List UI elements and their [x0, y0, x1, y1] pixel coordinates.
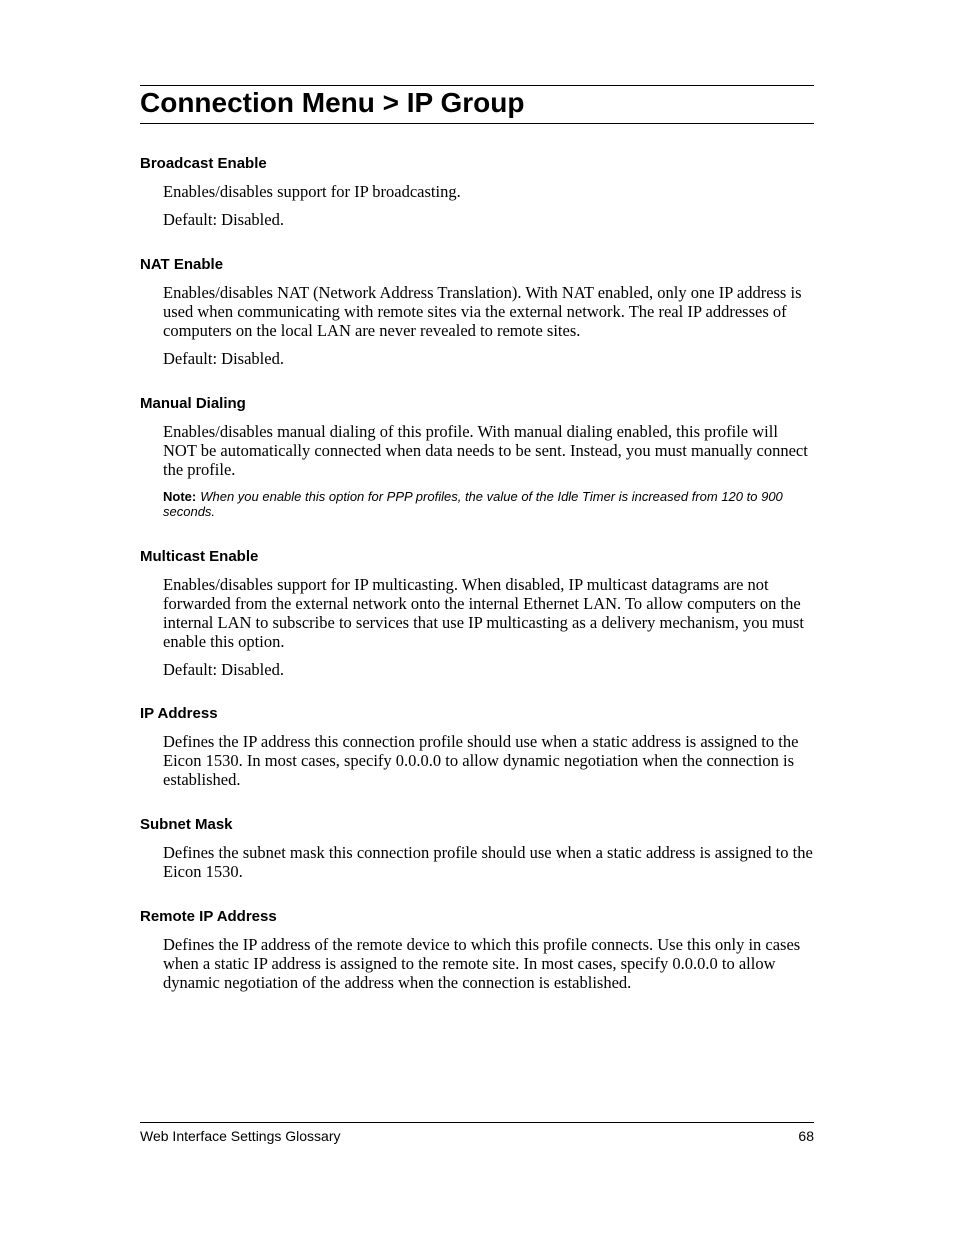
section-broadcast-enable	[140, 155, 814, 229]
paragraph: Enables/disables NAT (Network Address Translation). With NAT enabled, only one IP address is used when communicating with remote sites via the external network. The real IP addresses of computers on the local LAN are never revealed to remote sites.	[163, 283, 802, 340]
page-title: Connection Menu > IP Group	[140, 87, 525, 118]
page-number: 68	[798, 1128, 814, 1144]
section-heading: Broadcast Enable	[140, 155, 267, 172]
section-subnet-mask	[140, 816, 814, 881]
section-heading: IP Address	[140, 705, 218, 722]
section-nat-enable	[140, 256, 814, 368]
section-remote-ip-address	[140, 908, 814, 992]
section-heading: NAT Enable	[140, 256, 224, 273]
default-value: Default: Disabled.	[163, 349, 284, 368]
paragraph: Enables/disables manual dialing of this profile. With manual dialing enabled, this profile will NOT be automatically connected when data needs to be sent. Instead, you must manually connect the profile.	[163, 422, 808, 479]
paragraph: Enables/disables support for IP broadcasting.	[163, 182, 461, 201]
section-ip-address	[140, 705, 814, 789]
note-text: When you enable this option for PPP profiles, the value of the Idle Timer is increased from 120 to 900 seconds.	[163, 489, 783, 519]
default-value: Default: Disabled.	[163, 210, 284, 229]
section-heading: Multicast Enable	[140, 548, 259, 565]
section-heading: Subnet Mask	[140, 816, 233, 833]
paragraph: Defines the IP address of the remote device to which this profile connects. Use this only in cases when a static IP address is assigned to the remote site. In most cases, specify 0.0.0.0 to allow dynamic negotiation of the address when the connection is established.	[163, 935, 801, 992]
paragraph: Defines the subnet mask this connection profile should use when a static address is assigned to the Eicon 1530.	[163, 843, 813, 881]
default-value: Default: Disabled.	[163, 660, 284, 679]
title-rule	[140, 123, 814, 124]
note	[163, 489, 814, 519]
section-heading: Remote IP Address	[140, 908, 277, 925]
footer-title: Web Interface Settings Glossary	[140, 1128, 341, 1144]
footer-rule	[140, 1122, 814, 1123]
section-heading: Manual Dialing	[140, 395, 246, 412]
paragraph: Enables/disables support for IP multicasting. When disabled, IP multicast datagrams are not forwarded from the external network onto the internal Ethernet LAN. To allow computers on the internal LAN to subscribe to services that use IP multicasting as a delivery mechanism, you must enable this option.	[163, 575, 804, 651]
paragraph: Defines the IP address this connection profile should use when a static address is assigned to the Eicon 1530. In most cases, specify 0.0.0.0 to allow dynamic negotiation when the connection is established.	[163, 732, 799, 789]
section-multicast-enable	[140, 548, 814, 679]
note-label: Note:	[163, 489, 197, 504]
section-manual-dialing	[140, 395, 814, 519]
